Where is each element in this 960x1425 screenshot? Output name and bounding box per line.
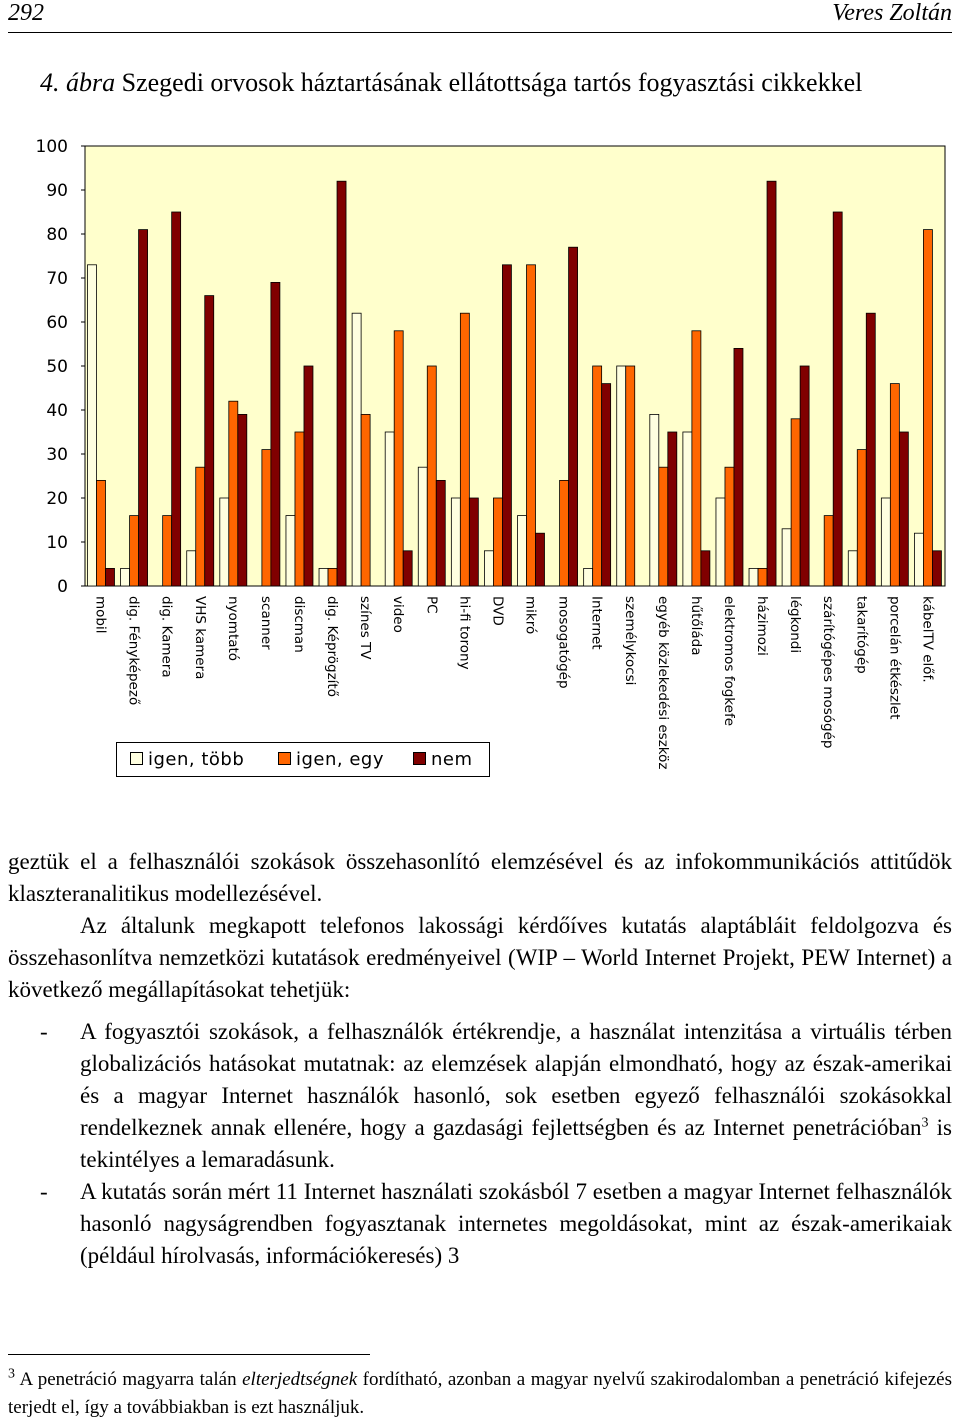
footnote-text-a: A penetráció magyarra talán	[19, 1369, 243, 1390]
bar	[758, 568, 767, 586]
bar	[683, 432, 692, 586]
footnote-number: 3	[8, 1366, 15, 1382]
bullet-2-text: A kutatás során mért 11 Internet használati szokásból 7 esetben a magyar Internet felhasználók hasonló nagyságrendben fogyasztanak internetes megoldásokat, mint az észak-amerikaiak (például hírolvasás, információkeresés) 3	[80, 1179, 952, 1268]
bar	[271, 282, 280, 586]
legend-item-nem	[413, 749, 473, 770]
bar	[602, 384, 611, 586]
bar	[427, 366, 436, 586]
x-tick-label: színes TV	[357, 596, 374, 660]
bar	[106, 568, 115, 586]
x-tick-label: egyéb közlekedési eszköz	[654, 596, 671, 770]
bar	[121, 568, 130, 586]
bar	[460, 313, 469, 586]
page-number: 292	[8, 0, 44, 26]
bar	[220, 498, 229, 586]
bar	[593, 366, 602, 586]
x-tick-label: hűtőláda	[687, 596, 704, 656]
bar	[734, 348, 743, 586]
bar	[172, 212, 181, 586]
x-tick-label: hi-fi torony	[456, 596, 473, 670]
bar	[403, 551, 412, 586]
legend-swatch	[278, 752, 291, 765]
bar	[560, 480, 569, 586]
bar	[139, 230, 148, 586]
bullet-2	[8, 1176, 952, 1272]
y-tick-label: 0	[57, 577, 68, 597]
bar	[692, 331, 701, 586]
bar	[493, 498, 502, 586]
bar	[436, 480, 445, 586]
bar	[502, 265, 511, 586]
bar	[833, 212, 842, 586]
bar	[725, 467, 734, 586]
footnote-text-b: fordítható, azonban a magyar nyelvű szakirodalomban a penetráció kifejezés terjedt el, így a továbbiakban is ezt használjuk.	[8, 1369, 952, 1418]
bar	[866, 313, 875, 586]
bar	[518, 516, 527, 586]
bar	[319, 568, 328, 586]
bar	[130, 516, 139, 586]
bar	[527, 265, 536, 586]
legend-label: nem	[431, 749, 473, 770]
y-tick-label: 40	[46, 401, 68, 421]
bullet-1-text-b: is tekintélyes a lemaradásunk.	[80, 1115, 952, 1172]
bar	[824, 516, 833, 586]
bar	[890, 384, 899, 586]
figure-title	[40, 68, 862, 98]
x-tick-label: házimozi	[754, 596, 771, 656]
bar	[650, 414, 659, 586]
legend-swatch	[130, 752, 143, 765]
bar	[584, 568, 593, 586]
y-tick-label: 70	[46, 269, 68, 289]
paragraph-1: geztük el a felhasználói szokások összehasonlító elemzésével és az infokommunikációs attitűdök klaszteranalitikus modellezésével.	[8, 849, 952, 906]
page-header	[8, 0, 952, 33]
bar	[88, 265, 97, 586]
bullet-1-text-a: A fogyasztói szokások, a felhasználók értékrendje, a használat intenzitása a virtuális térben globalizációs hatásokat mutatnak: az elemzések alapján elmondható, hogy az észak-amerikai és a magyar Internet használók hasonló, sok esetben egyező felhasználói szokásokkal rendelkeznek annak ellenére, hogy a gazdasági fejlettségben és az Internet penetrációban	[80, 1019, 952, 1140]
bar	[899, 432, 908, 586]
bar	[716, 498, 725, 586]
bar	[229, 401, 238, 586]
bar	[196, 467, 205, 586]
x-tick-label: PC	[423, 596, 440, 614]
legend-label: igen, egy	[296, 749, 385, 770]
bar	[881, 498, 890, 586]
body-text	[8, 846, 952, 1272]
bar	[484, 551, 493, 586]
bar	[749, 568, 758, 586]
bar	[469, 498, 478, 586]
y-tick-label: 20	[46, 489, 68, 509]
bar	[923, 230, 932, 586]
bar	[385, 432, 394, 586]
footnote-rule	[8, 1354, 370, 1355]
bar	[295, 432, 304, 586]
y-tick-label: 100	[35, 137, 68, 157]
bar	[286, 516, 295, 586]
bullet-1	[8, 1016, 952, 1176]
figure-caption: Szegedi orvosok háztartásának ellátottsága tartós fogyasztási cikkekkel	[121, 68, 863, 97]
bar	[800, 366, 809, 586]
y-tick-label: 30	[46, 445, 68, 465]
bar	[932, 551, 941, 586]
x-tick-label: dig. Fényképező	[125, 596, 142, 706]
bar	[767, 181, 776, 586]
bar	[536, 533, 545, 586]
bar	[187, 551, 196, 586]
bar	[848, 551, 857, 586]
y-tick-label: 90	[46, 181, 68, 201]
x-tick-label: porcelán étkészlet	[886, 596, 903, 720]
x-tick-label: discman	[291, 596, 307, 653]
bullet-dash: -	[40, 1019, 48, 1044]
bar	[668, 432, 677, 586]
x-tick-label: mikró	[522, 596, 539, 635]
bar	[626, 366, 635, 586]
legend-item-igen-tobb	[130, 749, 244, 770]
footnote	[8, 1366, 952, 1422]
bar	[328, 568, 337, 586]
bar	[701, 551, 710, 586]
x-tick-label: dig. Képrögzítő	[324, 596, 341, 697]
bar	[791, 419, 800, 586]
bar	[451, 498, 460, 586]
legend-label: igen, több	[148, 749, 245, 770]
y-tick-label: 60	[46, 313, 68, 333]
bar	[659, 467, 668, 586]
x-tick-label: szárítógépes mosógép	[820, 596, 837, 749]
bar	[205, 296, 214, 586]
x-tick-label: dig. Kamera	[158, 596, 175, 678]
x-tick-label: Internet	[588, 596, 605, 650]
x-tick-label: DVD	[489, 596, 506, 626]
bar	[262, 450, 271, 586]
x-tick-label: mosogatógép	[555, 596, 572, 689]
bar	[857, 450, 866, 586]
footnote-italic: elterjedtségnek	[242, 1369, 358, 1390]
bar	[394, 331, 403, 586]
bar	[914, 533, 923, 586]
bar	[337, 181, 346, 586]
bar	[238, 414, 247, 586]
x-tick-label: VHS kamera	[191, 596, 208, 680]
bar-chart	[0, 120, 960, 770]
bar	[97, 480, 106, 586]
bar	[569, 247, 578, 586]
y-tick-label: 50	[46, 357, 68, 377]
figure-label: 4. ábra	[40, 68, 116, 97]
bullet-dash: -	[40, 1179, 48, 1204]
x-tick-label: video	[390, 596, 407, 633]
bar	[361, 414, 370, 586]
footnote-ref: 3	[921, 1115, 929, 1131]
x-tick-label: személykocsi	[621, 596, 638, 686]
y-tick-label: 10	[46, 533, 68, 553]
legend-swatch	[413, 752, 426, 765]
bar	[352, 313, 361, 586]
bar	[163, 516, 172, 586]
bar	[418, 467, 427, 586]
x-tick-label: takarítógép	[853, 596, 870, 674]
running-author: Veres Zoltán	[832, 0, 952, 26]
x-tick-label: légkondi	[787, 596, 804, 654]
x-tick-label: kábelTV előf.	[919, 596, 936, 683]
y-tick-label: 80	[46, 225, 68, 245]
x-tick-label: scanner	[257, 596, 274, 650]
bar	[617, 366, 626, 586]
x-tick-label: mobil	[92, 596, 109, 634]
paragraph-2: Az általunk megkapott telefonos lakossági kérdőíves kutatás alaptábláit feldolgozva és összehasonlítva nemzetközi kutatások eredményeivel (WIP – World Internet Projekt, PEW Internet) a következő megállapításokat tehetjük:	[8, 913, 952, 1002]
chart-legend	[116, 742, 490, 777]
x-tick-label: nyomtató	[224, 596, 241, 662]
bar	[304, 366, 313, 586]
bar	[782, 529, 791, 586]
legend-item-igen-egy	[278, 749, 384, 770]
x-tick-label: elektromos fogkefe	[721, 596, 737, 727]
